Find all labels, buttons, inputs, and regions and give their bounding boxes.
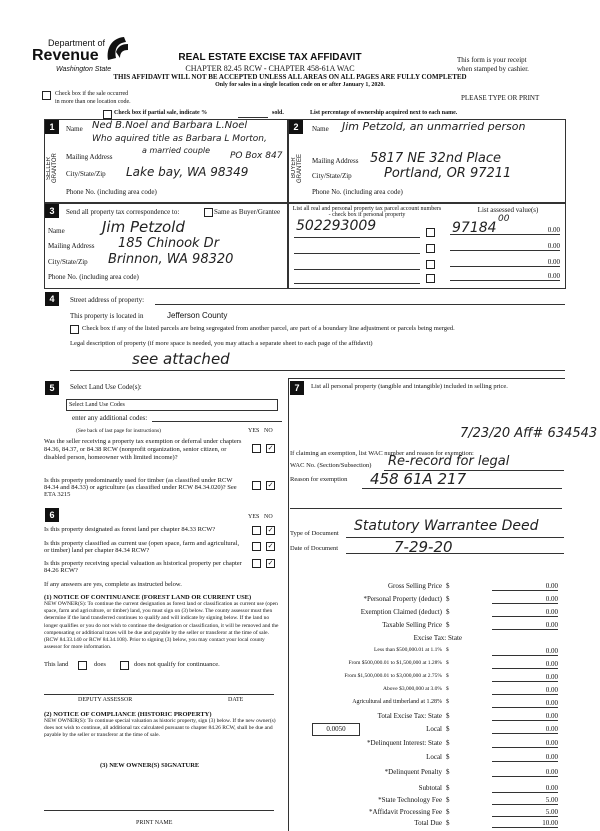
parcel-row: [290, 270, 562, 286]
tax-label: Local: [426, 753, 442, 761]
tax-label: *Delinquent Penalty: [384, 768, 442, 776]
seller-mailing-label: Mailing Address: [66, 153, 113, 161]
doc-type-value[interactable]: Statutory Warrantee Deed: [354, 518, 539, 534]
tax-row-taxable: [310, 621, 560, 632]
section-3-number: 3: [45, 204, 59, 218]
county-value[interactable]: Jefferson County: [167, 311, 228, 320]
partial-sale-checkbox[interactable]: [103, 110, 112, 119]
personal-property-checkbox[interactable]: [426, 274, 435, 283]
tax-currency: $: [446, 784, 450, 792]
tax-currency: $: [446, 808, 450, 816]
form-warning: THIS AFFIDAVIT WILL NOT BE ACCEPTED UNLESS ALL AREAS ON ALL PAGES ARE FULLY COMPLETED: [113, 73, 467, 81]
tax-row-tier-3: [310, 673, 560, 684]
tax-row-local: [310, 725, 560, 736]
notice-1-title: (1) NOTICE OF CONTINUANCE (FOREST LAND OR CURRENT USE): [44, 594, 252, 601]
tax-label: Excise Tax: State: [413, 634, 462, 642]
buyer-name[interactable]: Jim Petzold, an unmarried person: [342, 120, 526, 133]
reason-line-1: [362, 488, 562, 489]
section-6-number: 6: [45, 508, 59, 522]
s3-phone-label: Phone No. (including area code): [48, 273, 139, 281]
dor-logo: [30, 38, 130, 78]
ownership-pct-label: List percentage of ownership acquired next to each name.: [310, 110, 458, 116]
parcels-header: List all real and personal property tax parcel account numbers - check box if personal property: [292, 206, 442, 218]
revenue-wordmark: Revenue: [32, 47, 99, 64]
s5-q2-no[interactable]: ✓: [267, 481, 274, 489]
assessed-amount[interactable]: 0.00: [450, 258, 560, 267]
s6-q1-no[interactable]: ✓: [267, 526, 274, 534]
tax-row-agricultural: [310, 699, 560, 710]
segregated-label: Check box if any of the listed parcels are being segregated from another parcel, are part of a boundary line adjustment or parcels being merged.: [82, 325, 455, 332]
tax-value[interactable]: 0.00: [492, 595, 558, 604]
land-use-title: Select Land Use Code(s):: [70, 383, 142, 391]
tax-row-gross: [310, 582, 560, 593]
s6-yes-label: YES: [248, 514, 260, 520]
tax-row-tier-1: [310, 647, 560, 658]
buyer-phone-label: Phone No. (including area code): [312, 188, 403, 196]
buyer-side-label: BUYER GRANTEE: [291, 153, 303, 183]
tax-label: *Delinquent Interest: State: [366, 739, 442, 747]
tax-currency: $: [446, 582, 450, 590]
tax-value[interactable]: 5.00: [492, 808, 558, 817]
does-not-label: does not qualify for continuance.: [134, 661, 220, 668]
assessed-value[interactable]: 97184: [452, 220, 497, 236]
seller-name-1[interactable]: Ned B.Noel and Barbara L.Noel: [92, 120, 248, 131]
partial-sale-pct-line[interactable]: [238, 117, 268, 118]
notice-2-title: (2) NOTICE OF COMPLIANCE (HISTORIC PROPERTY): [44, 711, 212, 718]
s3-mailing[interactable]: 185 Chinook Dr: [118, 236, 220, 251]
reason-value[interactable]: 458 61A 217: [370, 470, 467, 488]
tax-row-personal-property: [310, 595, 560, 606]
exemption-label: If claiming an exemption, list WAC number and reason for exemption:: [290, 450, 474, 457]
s6-q3: Is this property receiving special valuation as historical property per chapter 84.26 RCW?: [44, 560, 242, 574]
notice-1-body: NEW OWNER(S): To continue the current designation as forest land or classification as current use (open space, farm and agriculture, or timber) land, you must sign on (3) below. The county assessor must then determine if the land transferred continues to qualify and will indicate by signing below. If the land no longer qualifies or you do not wish to continue the designation or classification, it will be removed and the compensating or additional taxes will be due and payable by the seller or transferor at the time of sale. (RCW 84.33.140 or RCW 84.34.108). Prior to signing (3) below, you may contact your local county assessor for more information.: [44, 601, 279, 651]
tax-value[interactable]: 0.00: [492, 621, 558, 630]
doc-date-label: Date of Document: [290, 545, 339, 552]
s5-yes-label: YES: [248, 428, 260, 434]
tax-label: *Personal Property (deduct): [363, 595, 442, 603]
tax-row-total-state: [310, 712, 560, 723]
tax-value[interactable]: 0.00: [492, 582, 558, 591]
additional-codes-field[interactable]: [152, 421, 282, 422]
local-rate-box[interactable]: 0.0050: [312, 723, 360, 736]
street-address-label: Street address of property:: [70, 296, 145, 304]
s6-q1-yes[interactable]: [252, 526, 261, 535]
buyer-mailing-label: Mailing Address: [312, 157, 359, 165]
assessor-signature-line[interactable]: [44, 694, 274, 695]
s3-name[interactable]: Jim Petzold: [102, 218, 185, 236]
located-label: This property is located in: [70, 312, 144, 320]
assessed-header: List assessed value(s): [477, 206, 539, 214]
tax-row-tech-fee: [310, 796, 560, 807]
tax-value[interactable]: 10.00: [492, 819, 558, 828]
tax-row-tier-4: [310, 686, 560, 697]
sold-label: sold.: [272, 110, 284, 116]
seller-name-2[interactable]: Who aquired title as Barbara L Morton,: [92, 134, 267, 144]
tax-value[interactable]: 0.00: [492, 647, 558, 656]
s6-q3-yes[interactable]: [252, 559, 261, 568]
s6-q1: Is this property designated as forest land per chapter 84.33 RCW?: [44, 526, 216, 533]
tax-label: Less than $500,000.01 at 1.1%: [374, 647, 442, 653]
multi-location-checkbox[interactable]: [42, 91, 51, 100]
parcel-row: [290, 214, 562, 238]
tax-currency: $: [446, 819, 450, 827]
same-as-buyer-checkbox[interactable]: [204, 208, 213, 217]
dept-line: Department of: [48, 38, 106, 48]
section-5-number: 5: [45, 381, 59, 395]
s3-name-label: Name: [48, 227, 65, 235]
s3-city-label: City/State/Zip: [48, 258, 88, 266]
receipt-note-2: when stamped by cashier.: [457, 65, 529, 73]
section-4-number: 4: [45, 292, 59, 306]
assessed-amount[interactable]: 0.00: [450, 272, 560, 281]
tax-label: From $1,500,000.01 to $3,000,000 at 2.75%: [344, 673, 442, 679]
doc-date-value[interactable]: 7-29-20: [394, 538, 453, 556]
tax-label: Total Due: [414, 819, 442, 827]
tax-currency: $: [446, 712, 450, 720]
legal-description-value[interactable]: see attached: [132, 350, 230, 368]
s5-q1: Was the seller receiving a property tax exemption or deferral under chapters 84.36, 84.37, or 84.38 RCW (nonprofit organization, senior citizen, or disabled person, homeowner with limited income)?: [44, 438, 242, 461]
deputy-assessor-label: DEPUTY ASSESSOR: [78, 697, 133, 703]
tax-currency: $: [446, 608, 450, 616]
parcel-row: [290, 238, 562, 254]
same-as-buyer-label: Same as Buyer/Grantee: [214, 208, 281, 216]
tax-currency: $: [446, 699, 449, 705]
s5-q1-no[interactable]: ✓: [267, 444, 274, 452]
seller-city[interactable]: Lake bay, WA 98349: [126, 165, 249, 179]
section-2-number: 2: [289, 120, 303, 134]
partial-sale-label: Check box if partial sale, indicate %: [114, 110, 208, 116]
s5-q2-yes[interactable]: [252, 481, 261, 490]
buyer-name-label: Name: [312, 125, 329, 133]
tax-value[interactable]: 0.00: [492, 712, 558, 721]
if-any-yes-label: If any answers are yes, complete as instructed below.: [44, 581, 182, 588]
tax-row-tier-2: [310, 660, 560, 671]
multi-location-label-1: Check box if the sale occurred: [55, 91, 129, 97]
tax-currency: $: [446, 686, 449, 692]
tax-label: From $500,000.01 to $1,500,000 at 1.28%: [348, 660, 442, 666]
tax-currency: $: [446, 725, 450, 733]
tax-row-exemption: [310, 608, 560, 619]
tax-label: Local: [426, 725, 442, 733]
does-not-checkbox[interactable]: [120, 661, 129, 670]
tax-currency: $: [446, 739, 450, 747]
s6-q2: Is this property classified as current use (open space, farm and agricultural, or timber) land per chapter 84.34 RCW?: [44, 540, 240, 554]
tax-value[interactable]: 0.00: [492, 673, 558, 682]
wac-value[interactable]: Re-record for legal: [388, 454, 510, 469]
assessed-amount[interactable]: 0.00: [450, 226, 560, 235]
tax-value[interactable]: 0.00: [492, 686, 558, 695]
new-owner-signature-line[interactable]: [44, 810, 274, 811]
tax-label: Subtotal: [418, 784, 442, 792]
wac-label: WAC No. (Section/Subsection): [290, 462, 372, 469]
tax-value[interactable]: 5.00: [492, 796, 558, 805]
parcel-account[interactable]: 502293009: [296, 218, 377, 234]
tax-label: *Affidavit Processing Fee: [369, 808, 442, 816]
tax-row-delinquent-penalty: [310, 768, 560, 779]
notice-2-body: NEW OWNER(S): To continue special valuation as historic property, sign (3) below. If the new owner(s) does not wish to continue, all additional tax calculated pursuant to chapter 84.26 RCW, shall be due and payable by the seller or transferor at the time of sale.: [44, 718, 276, 739]
personal-property-checkbox[interactable]: [426, 228, 435, 237]
tax-currency: $: [446, 753, 450, 761]
form-chapter: CHAPTER 82.45 RCW - CHAPTER 458-61A WAC: [185, 64, 355, 73]
assessed-value-cents: 00: [498, 214, 510, 224]
form-title: REAL ESTATE EXCISE TAX AFFIDAVIT: [178, 52, 362, 63]
doc-type-line: [346, 537, 564, 538]
reason-label: Reason for exemption: [290, 476, 348, 483]
tax-label: Exemption Claimed (deduct): [360, 608, 442, 616]
s5-q2: Is this property predominantly used for timber (as classified under RCW 84.34 and 84.33) or agriculture (as classified under RCW 84.34.020)? See ETA 3215: [44, 477, 237, 498]
seller-name-3[interactable]: a married couple: [142, 146, 211, 155]
parcel-row: [290, 254, 562, 270]
tax-row-delinquent-interest-state: [310, 739, 560, 750]
dor-emblem-icon: [104, 34, 130, 64]
legal-description-label: Legal description of property (if more space is needed, you may attach a separate sheet to each page of the affidavit): [70, 340, 373, 347]
s3-city[interactable]: Brinnon, WA 98320: [108, 252, 234, 267]
print-name-label: PRINT NAME: [136, 820, 173, 826]
tax-row-processing-fee: [310, 808, 560, 819]
assessed-amount[interactable]: 0.00: [450, 242, 560, 251]
personal-property-checkbox[interactable]: [426, 260, 435, 269]
tax-label: *State Technology Fee: [378, 796, 442, 804]
s5-no-label: NO: [264, 428, 273, 434]
s3-mailing-label: Mailing Address: [48, 242, 95, 250]
see-back-label: (See back of last page for instructions): [76, 428, 161, 434]
seller-phone-label: Phone No. (including area code): [66, 188, 157, 196]
buyer-mailing[interactable]: 5817 NE 32nd Place: [370, 151, 502, 166]
tax-row-delinquent-interest-local: [310, 753, 560, 764]
tax-label: Above $3,000,000 at 3.0%: [383, 686, 442, 692]
multi-location-label-2: in more than one location code.: [55, 99, 131, 105]
this-land-label: This land: [44, 661, 69, 668]
tax-value[interactable]: 0.00: [492, 753, 558, 762]
tax-label: Taxable Selling Price: [382, 621, 442, 629]
doc-type-label: Type of Document: [290, 530, 339, 537]
buyer-city[interactable]: Portland, OR 97211: [384, 166, 512, 181]
doc-date-line: [346, 553, 564, 554]
personal-property-checkbox[interactable]: [426, 244, 435, 253]
tax-row-subtotal: [310, 784, 560, 795]
tax-value[interactable]: 0.00: [492, 768, 558, 777]
s6-q3-no[interactable]: ✓: [267, 559, 274, 567]
s6-no-label: NO: [264, 514, 273, 520]
affidavit-stamp-note: 7/23/20 Aff# 634543: [460, 426, 598, 441]
section-7-number: 7: [290, 381, 304, 395]
section-1-number: 1: [45, 120, 59, 134]
tax-currency: $: [446, 621, 450, 629]
seller-city-label: City/State/Zip: [66, 170, 106, 178]
tax-value[interactable]: 0.00: [492, 660, 558, 669]
tax-label: Agricultural and timberland at 1.28%: [352, 699, 442, 705]
tax-currency: $: [446, 768, 450, 776]
tax-label: Total Excise Tax: State: [377, 712, 442, 720]
tax-currency: $: [446, 796, 450, 804]
does-checkbox[interactable]: [78, 661, 87, 670]
please-type: PLEASE TYPE OR PRINT: [461, 94, 540, 102]
parcel-line: [294, 283, 420, 284]
tax-currency: $: [446, 673, 449, 679]
tax-value[interactable]: 0.00: [492, 739, 558, 748]
legal-line-1: [70, 370, 565, 371]
s6-q2-no[interactable]: ✓: [267, 542, 274, 550]
tax-label: Gross Selling Price: [387, 582, 442, 590]
tax-value[interactable]: 0.00: [492, 699, 558, 708]
assessor-date-label: DATE: [228, 697, 244, 703]
tax-value[interactable]: 0.00: [492, 608, 558, 617]
personal-property-title: List all personal property (tangible and intangible) included in selling price.: [311, 383, 508, 390]
seller-name-label: Name: [66, 125, 83, 133]
send-correspondence-label: Send all property tax correspondence to:: [66, 208, 180, 216]
tax-row-excise-state-header: [310, 634, 560, 645]
street-address-field[interactable]: [155, 304, 565, 305]
tax-currency: $: [446, 595, 450, 603]
seller-mailing[interactable]: PO Box 847: [230, 151, 283, 161]
additional-codes-label: enter any additional codes:: [72, 414, 148, 422]
tax-value[interactable]: 0.00: [492, 784, 558, 793]
tax-currency: $: [446, 660, 449, 666]
land-use-select[interactable]: Select Land Use Codes: [66, 399, 278, 411]
segregated-checkbox[interactable]: [70, 325, 79, 334]
tax-value[interactable]: 0.00: [492, 725, 558, 734]
state-line: Washington State: [56, 66, 112, 73]
buyer-city-label: City/State/Zip: [312, 172, 352, 180]
s6-q2-yes[interactable]: [252, 542, 261, 551]
seller-side-label: SELLER GRANTOR: [46, 153, 58, 183]
form-subwarning: Only for sales in a single location code on or after January 1, 2020.: [215, 82, 385, 88]
does-label: does: [94, 661, 106, 668]
tax-currency: $: [446, 647, 449, 653]
new-owner-signature-title: (3) NEW OWNER(S) SIGNATURE: [100, 762, 200, 769]
s5-q1-yes[interactable]: [252, 444, 261, 453]
receipt-note-1: This form is your receipt: [457, 56, 527, 64]
tax-row-total-due: [310, 819, 560, 830]
reason-line-2: [290, 508, 562, 509]
